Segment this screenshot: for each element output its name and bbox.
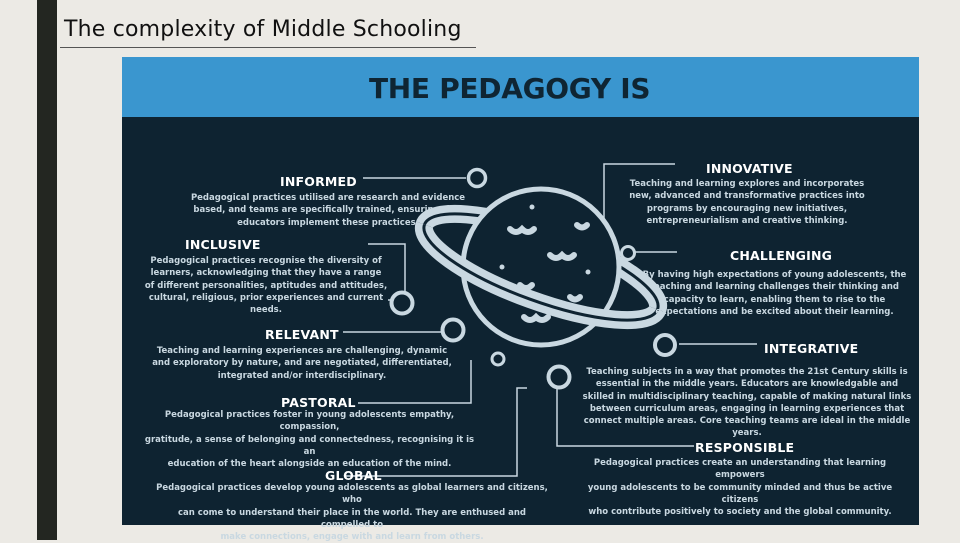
- informed-description: Pedagogical practices utilised are research and evidence based, and teams are specifically trained, ensuring that educators implement these practices.: [190, 193, 466, 228]
- innovative-description: Teaching and learning explores and incorporates new, advanced and transformative practices into programs by encouraging new initiatives, entrepreneurialism and creative thinking.: [629, 179, 865, 226]
- relevant-heading: RELEVANT: [265, 327, 339, 342]
- pastoral-description: Pedagogical practices foster in young adolescents empathy, compassion, gratitude, a sense of belonging and connectedness, recognising it is an education of the heart alongside an education of the mind.: [144, 410, 475, 470]
- relevant-description: Teaching and learning experiences are challenging, dynamic and exploratory by nature, and are negotiated, differentiated, integrated and/or interdisciplinary.: [152, 346, 452, 381]
- challenging-description: By having high expectations of young adolescents, the teaching and learning challenges their thinking and capacity to learn, enabling them to rise to the expectations and be excited about their learning.: [642, 270, 907, 317]
- slide-title: The complexity of Middle Schooling: [64, 17, 462, 42]
- inclusive-description: Pedagogical practices recognise the diversity of learners, acknowledging that they have a range of different personalities, aptitudes and attitudes, cultural, religious, prior experiences and current needs.: [144, 256, 388, 316]
- global-description: Pedagogical practices develop young adolescents as global learners and citizens, who can come to understand their place in the world. They are enthused and compelled to make connections, engage with and learn from others.: [156, 483, 548, 543]
- challenging-heading: CHALLENGING: [730, 248, 833, 263]
- pedagogy-infographic: [122, 57, 919, 543]
- informed-heading: INFORMED: [280, 174, 357, 189]
- pastoral-heading: PASTORAL: [281, 395, 356, 410]
- title-underline: [60, 47, 476, 48]
- integrative-description: Teaching subjects in a way that promotes the 21st Century skills is essential in the middle years. Educators are knowledgable and skilled in multidisciplinary teaching, capable of making natural links between curriculum areas, engaging in learning experiences that connect multiple areas. Core teaching teams are ideal in the middle years.: [582, 367, 912, 439]
- responsible-description: Pedagogical practices create an understanding that learning empowers young adolescents to be community minded and thus be active citizens who contribute positively to society and the global community.: [587, 458, 893, 518]
- global-heading: GLOBAL: [325, 468, 382, 483]
- responsible-heading: RESPONSIBLE: [695, 440, 795, 455]
- integrative-heading: INTEGRATIVE: [764, 341, 859, 356]
- inclusive-heading: INCLUSIVE: [185, 237, 261, 252]
- innovative-heading: INNOVATIVE: [706, 161, 793, 176]
- slide-accent-bar: [37, 0, 57, 540]
- infographic-title: THE PEDAGOGY IS: [369, 72, 651, 105]
